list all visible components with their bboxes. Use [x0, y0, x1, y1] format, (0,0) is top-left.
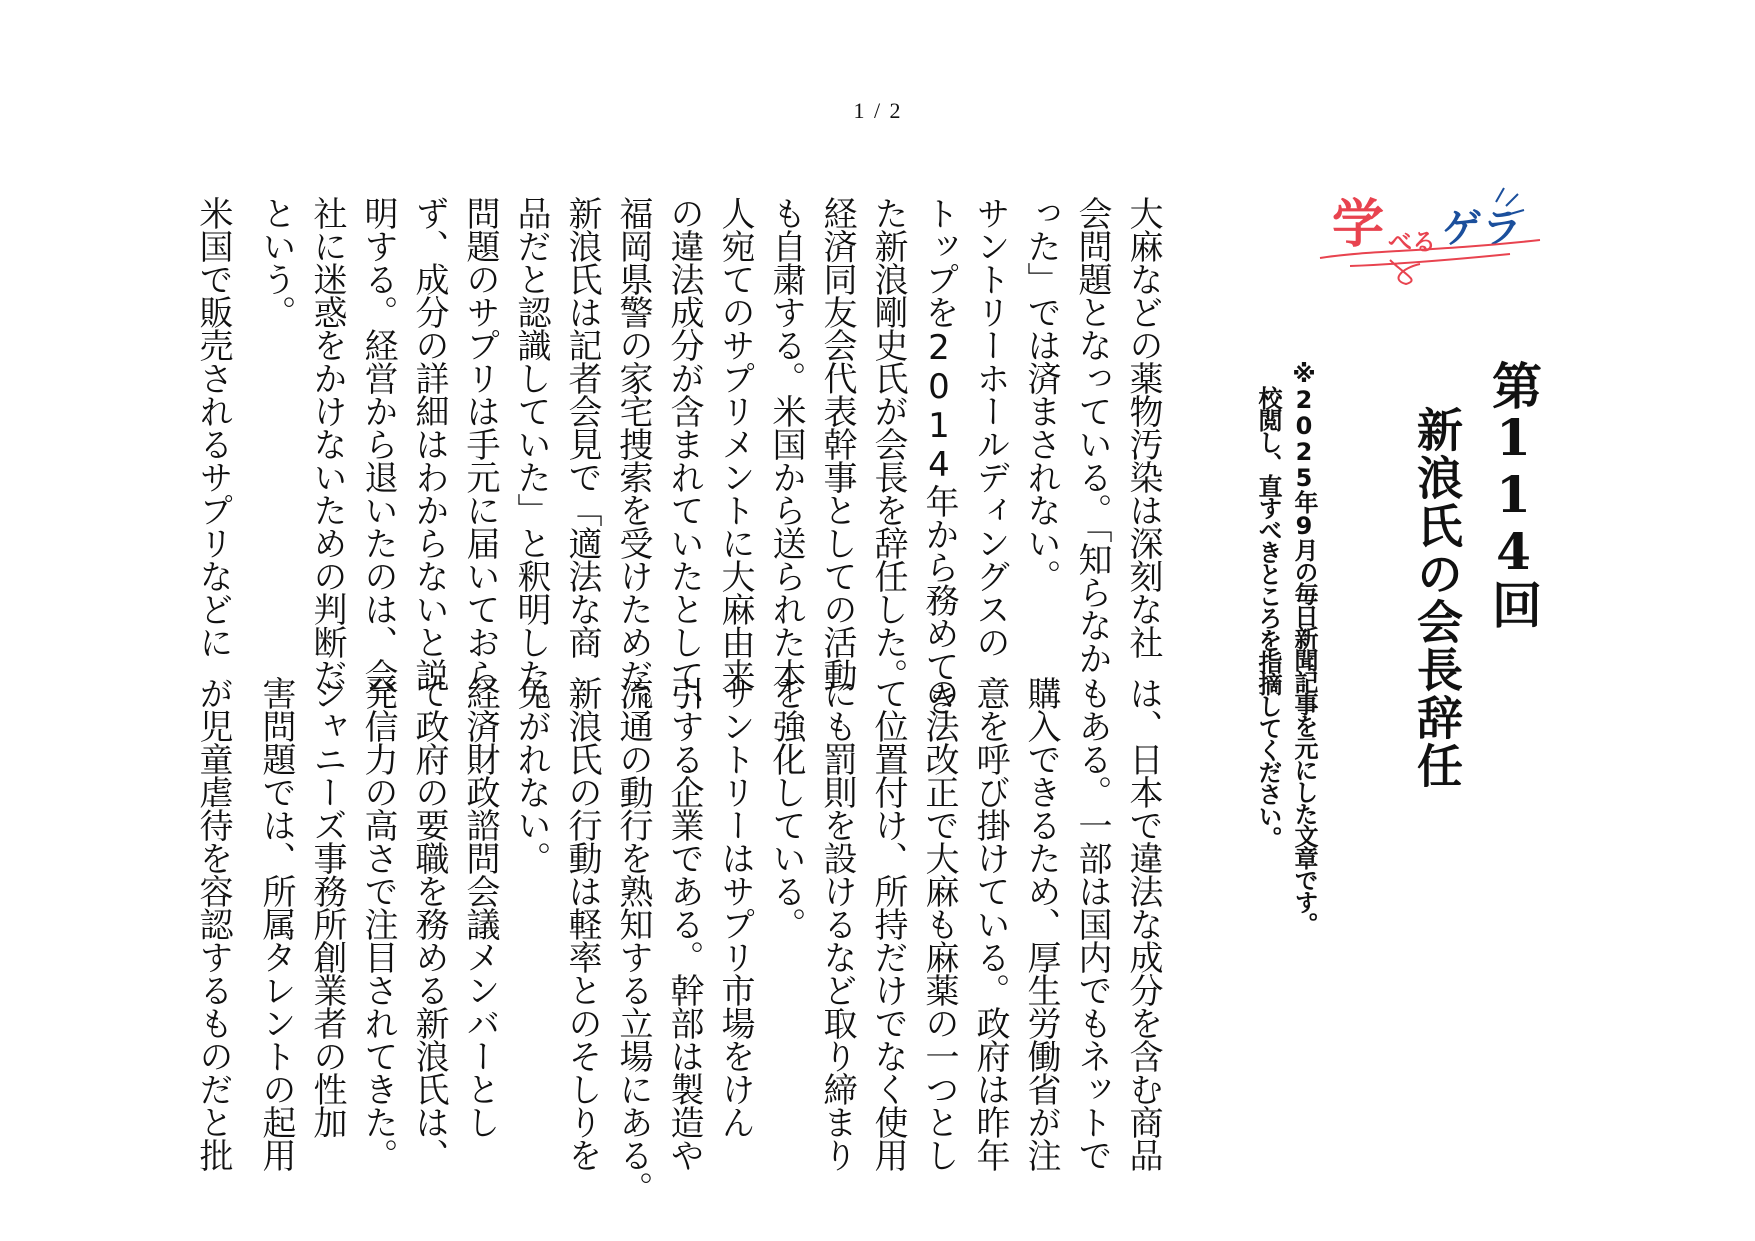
- article-column: も自粛する。米国から送られた本: [766, 196, 806, 691]
- article-column: トップを2014年から務めてき: [919, 196, 959, 715]
- article-column: 免がれない。: [511, 676, 551, 874]
- article-column: 問題のサプリは手元に届いておら: [460, 196, 500, 691]
- article-column: た新浪剛史氏が会長を辞任した。: [868, 196, 908, 691]
- logo-kana: べる: [1388, 228, 1436, 256]
- article-column: 会問題となっている。「知らなか: [1072, 196, 1112, 674]
- article-column: サントリーホールディングスの: [970, 196, 1010, 658]
- article-column: は、日本で違法な成分を含む商品: [1123, 676, 1163, 1171]
- article-column: 人宛てのサプリメントに大麻由来: [715, 196, 755, 691]
- article-column: ジャニーズ事務所創業者の性加: [307, 676, 347, 1138]
- article-column: にも罰則を設けるなど取り締まり: [817, 676, 857, 1171]
- article-column: 経済財政諮問会議メンバーとし: [460, 676, 500, 1138]
- article-column: の法改正で大麻も麻薬の一つとし: [919, 676, 959, 1171]
- article-column: 社に迷惑をかけないための判断だ: [307, 196, 347, 691]
- article-column: て位置付け、所持だけでなく使用: [868, 676, 908, 1171]
- article-column: った」では済まされない。: [1021, 196, 1061, 592]
- article-column: サントリーはサプリ市場をけん: [715, 676, 755, 1138]
- logo-kanji: 学: [1332, 195, 1385, 255]
- logo-gera: ゲラ: [1442, 206, 1522, 252]
- instruction-note: 校閲し、直すべきところを指摘してください。: [1254, 386, 1282, 848]
- episode-number: 第114回: [1484, 360, 1543, 627]
- article-column: が児童虐待を容認するものだと批: [193, 676, 233, 1171]
- article-column: という。: [256, 196, 296, 328]
- article-column: 明する。経営から退いたのは、会: [358, 196, 398, 691]
- article-column: 品だと認識していた」と釈明した。: [511, 196, 551, 724]
- article-column: 発信力の高さで注目されてきた。: [358, 676, 398, 1171]
- article-column: 意を呼び掛けている。政府は昨年: [970, 676, 1010, 1171]
- article-column: 大麻などの薬物汚染は深刻な社: [1123, 196, 1163, 658]
- article-column: 購入できるため、厚生労働省が注: [1021, 676, 1061, 1171]
- source-note: ※2025年9月の毎日新聞記事を元にした文章です。: [1290, 360, 1318, 934]
- article-column: を強化している。: [766, 676, 806, 940]
- page-number: 1 / 2: [853, 98, 903, 123]
- article-column: ず、成分の詳細はわからないと説: [409, 196, 449, 691]
- article-column: 経済同友会代表幹事としての活動: [817, 196, 857, 691]
- article-column: 新浪氏は記者会見で「適法な商: [562, 196, 602, 658]
- article-column: 福岡県警の家宅捜索を受けためだ。: [613, 196, 653, 724]
- article-column: 流通の動行を熟知する立場にある。: [613, 676, 653, 1204]
- article-column: もある。一部は国内でもネットで: [1072, 676, 1112, 1171]
- article-column: の違法成分が含まれていたとして、: [664, 196, 704, 724]
- article-column: 米国で販売されるサプリなどに: [193, 196, 233, 658]
- article-column: 新浪氏の行動は軽率とのそしりを: [562, 676, 602, 1171]
- manaberu-gera-logo: [1310, 180, 1545, 290]
- article-column: て政府の要職を務める新浪氏は、: [409, 676, 449, 1171]
- article-column: 引する企業である。幹部は製造や: [664, 676, 704, 1171]
- headline: 新浪氏の会長辞任: [1410, 406, 1464, 790]
- article-column: 害問題では、所属タレントの起用: [256, 676, 296, 1171]
